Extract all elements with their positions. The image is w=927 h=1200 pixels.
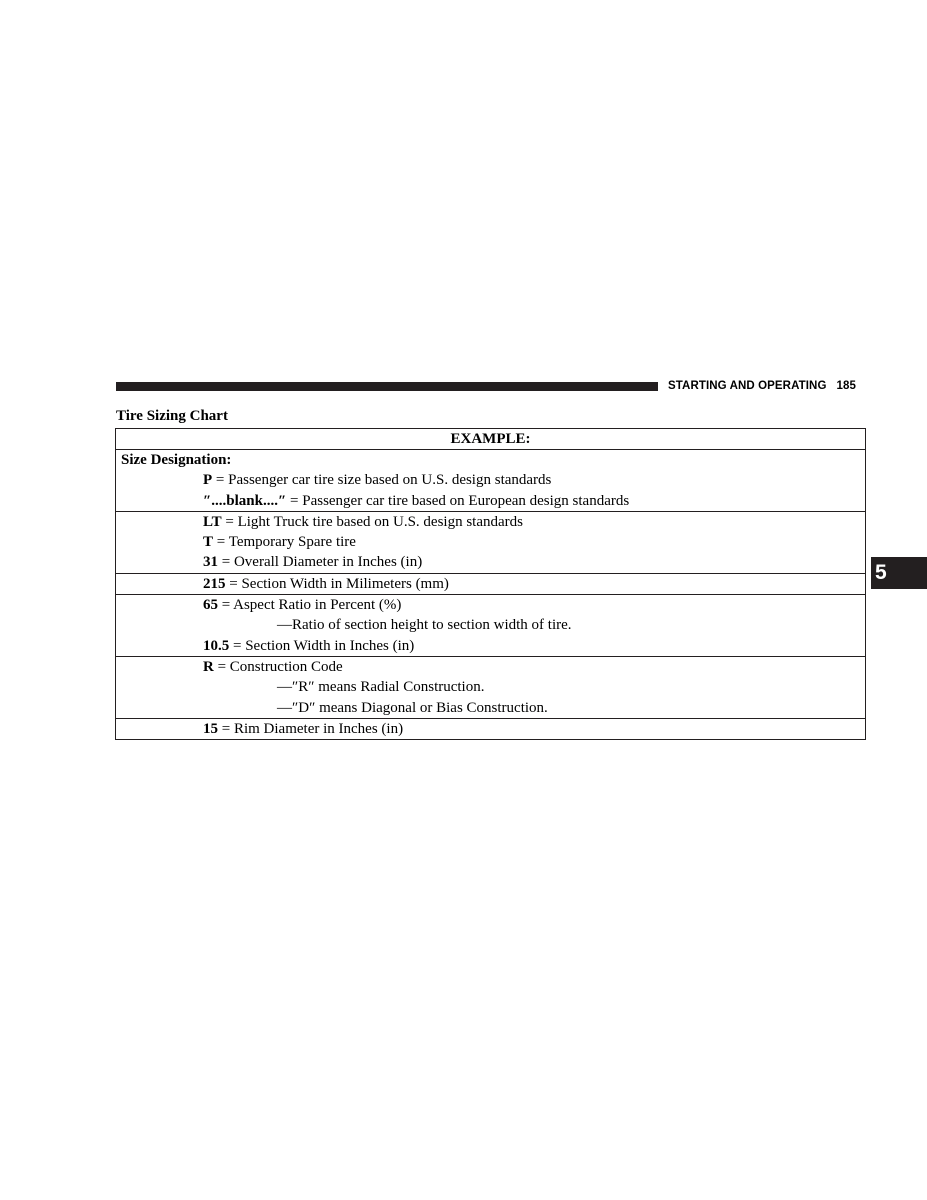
list-item (116, 491, 865, 511)
list-item (116, 657, 865, 677)
tire-sizing-table (115, 428, 866, 740)
code-description: = Section Width in Milimeters (mm) (225, 575, 449, 592)
code-description: = Aspect Ratio in Percent (%) (218, 597, 402, 614)
size-designation-label: Size Designation: (121, 452, 232, 468)
table-row (116, 718, 866, 739)
table-cell (116, 595, 866, 657)
list-item (116, 470, 865, 490)
section-title: STARTING AND OPERATING (668, 380, 827, 392)
code-note: —Ratio of section height to section width of tire. (277, 617, 572, 634)
example-heading: EXAMPLE: (116, 429, 866, 450)
table-row (116, 573, 866, 594)
code-key: LT (203, 513, 222, 530)
table-cell (116, 573, 866, 594)
list-item (116, 552, 865, 572)
table-cell (116, 656, 866, 718)
running-header (668, 379, 868, 394)
code-note: —″D″ means Diagonal or Bias Construction. (277, 699, 548, 716)
code-key: P (203, 472, 213, 489)
header-rule (116, 382, 658, 391)
code-key: 31 (203, 554, 218, 571)
table-cell (116, 511, 866, 573)
list-item (116, 532, 865, 552)
table-row (116, 656, 866, 718)
list-item (116, 636, 865, 656)
code-key: 10.5 (203, 637, 230, 654)
table-cell (116, 718, 866, 739)
code-key: ″....blank....″ (203, 492, 287, 509)
code-description: = Temporary Spare tire (213, 534, 356, 551)
code-description: = Light Truck tire based on U.S. design standards (221, 513, 523, 530)
code-description: = Construction Code (213, 658, 343, 675)
page-number: 185 (836, 380, 857, 392)
list-item (116, 719, 865, 739)
code-key: T (203, 534, 214, 551)
table-row (116, 511, 866, 573)
code-description: = Passenger car tire size based on U.S. design standards (212, 472, 552, 489)
code-key: 215 (203, 575, 226, 592)
code-description: = Overall Diameter in Inches (in) (218, 554, 423, 571)
code-key: 15 (203, 720, 218, 737)
code-key: 65 (203, 597, 218, 614)
list-item (116, 595, 865, 615)
code-key: R (203, 658, 214, 675)
table-header-row (116, 429, 866, 450)
table-cell (116, 450, 866, 512)
code-description: = Section Width in Inches (in) (229, 637, 415, 654)
code-description: = Rim Diameter in Inches (in) (218, 720, 404, 737)
table-row (116, 450, 866, 512)
chapter-tab: 5 (871, 557, 927, 589)
table-row (116, 595, 866, 657)
code-description: = Passenger car tire based on European design standards (286, 492, 630, 509)
list-item (116, 574, 865, 594)
list-item (116, 512, 865, 532)
chart-title: Tire Sizing Chart (116, 408, 228, 424)
code-note: —″R″ means Radial Construction. (277, 679, 485, 696)
